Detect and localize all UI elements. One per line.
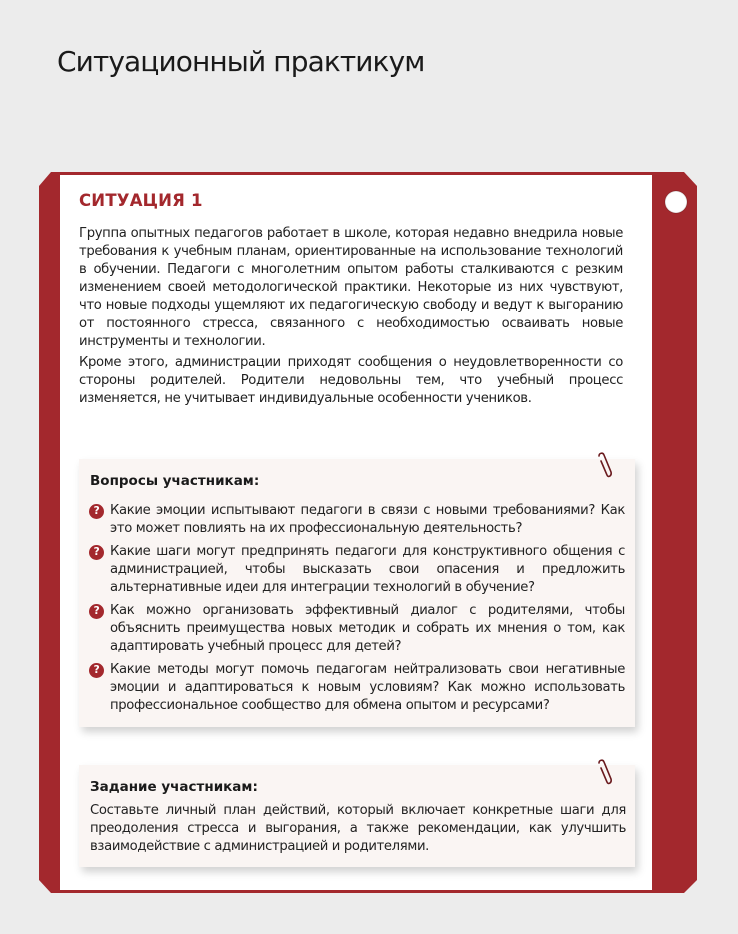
questions-title: Вопросы участникам: <box>90 473 260 489</box>
paperclip-icon <box>594 759 614 789</box>
question-circle-icon: ? <box>89 663 104 678</box>
question-circle-icon: ? <box>89 504 104 519</box>
question-text: Какие методы могут помочь педагогам нейтрализовать свои негативные эмоции и адаптироваться к новым условиям? Как можно использовать профессиональное сообщество для обмена опытом и ресурсами? <box>110 662 625 713</box>
question-text: Какие шаги могут предпринять педагоги для конструктивного общения с администрацией, чтобы высказать свои опасения и предложить альтернативные идеи для интеграции технологий в обучение? <box>110 544 625 595</box>
question-item <box>89 543 625 597</box>
page-title: Ситуационный практикум <box>57 45 425 78</box>
task-title: Задание участникам: <box>90 779 258 795</box>
situation-paragraph-1: Группа опытных педагогов работает в школе, которая недавно внедрила новые требования к учебным планам, ориентированные на использование технологий в обучении. Педагоги с многолетним опытом работы сталкиваются с резким изменением своей методологической практики. Некоторые из них чувствуют, что новые подходы ущемляют их педагогическую свободу и ведут к выгоранию от постоянного стресса, связанного с необходимостью осваивать новые инструменты и технологии. <box>79 226 623 349</box>
question-text: Как можно организовать эффективный диалог с родителями, чтобы объяснить преимущества новых методик и собрать их мнения о том, как адаптировать учебный процесс для детей? <box>110 603 625 654</box>
question-item <box>89 661 625 715</box>
question-text: Какие эмоции испытывают педагоги в связи с новыми требованиями? Как это может повлиять на их профессиональную деятельность? <box>110 503 625 536</box>
paperclip-icon <box>594 452 614 482</box>
situation-title: СИТУАЦИЯ 1 <box>79 191 203 210</box>
task-text: Составьте личный план действий, который включает конкретные шаги для преодоления стресса и выгорания, а также рекомендации, как улучшить взаимодействие с администрацией и родителями. <box>90 803 626 854</box>
questions-card <box>79 459 635 727</box>
question-circle-icon: ? <box>89 604 104 619</box>
question-circle-icon: ? <box>89 545 104 560</box>
situation-paragraph-2: Кроме этого, администрации приходят сообщения о неудовлетворенности со стороны родителей. Родители недовольны тем, что учебный процесс изменяется, не учитывает индивидуальные особенности учеников. <box>79 355 623 406</box>
task-card <box>79 765 635 867</box>
question-item <box>89 502 625 538</box>
questions-list <box>89 502 625 720</box>
question-item <box>89 602 625 656</box>
